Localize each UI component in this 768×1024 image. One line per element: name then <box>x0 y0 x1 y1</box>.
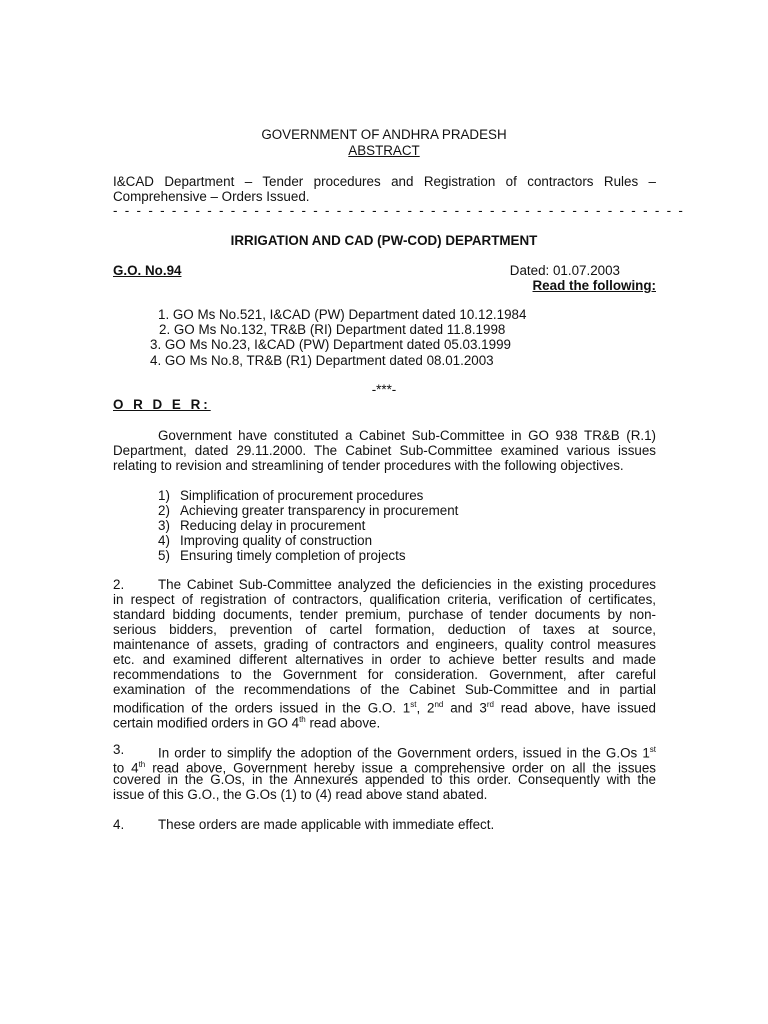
objective-item <box>158 503 458 518</box>
superscript: st <box>410 700 417 709</box>
para2-line-10-text: certain modified orders in GO 4 <box>113 715 300 731</box>
superscript: rd <box>486 700 494 709</box>
para2-line-4: serious bidders, prevention of cartel formation, deduction of taxes at source, <box>113 622 656 637</box>
para1-line-3: relating to revision and streamlining of tender procedures with the following objectives. <box>113 458 624 473</box>
go-number: G.O. No.94 <box>113 263 182 278</box>
abstract-heading: ABSTRACT <box>348 143 420 158</box>
objective-text: Improving quality of construction <box>180 533 373 548</box>
para3-line-1-text: In order to simplify the adoption of the Government orders, issued in the G.Os 1 <box>158 745 650 761</box>
separator-stars: -***- <box>371 382 397 397</box>
para3-number: 3. <box>113 742 125 757</box>
para3-line-2-text: read above, Government hereby issue a comprehensive order on all the issues <box>145 760 656 776</box>
objective-text: Ensuring timely completion of projects <box>180 548 406 563</box>
superscript: th <box>299 715 306 724</box>
para2-line-8: examination of the recommendations of the Cabinet Sub-Committee and in partial <box>113 682 656 697</box>
superscript: th <box>138 760 146 769</box>
objective-text: Achieving greater transparency in procurement <box>180 503 459 518</box>
objective-number: 3) <box>158 518 170 533</box>
superscript: st <box>649 745 656 754</box>
objective-number: 2) <box>158 503 170 518</box>
para2-line-3: standard bidding documents, tender premium, purchase of tender documents by non- <box>113 607 656 622</box>
para2-line-10 <box>113 712 656 730</box>
order-heading: O R D E R: <box>113 397 211 412</box>
objective-number: 4) <box>158 533 170 548</box>
para2-number: 2. <box>113 577 125 592</box>
para2-line-6: etc. and examined different alternatives in order to achieve better results and made <box>113 652 656 667</box>
objective-item <box>158 533 372 548</box>
subject-line-1: I&CAD Department – Tender procedures and Registration of contractors Rules – <box>113 174 656 189</box>
reference-item: 4. GO Ms No.8, TR&B (R1) Department dated 08.01.2003 <box>150 353 494 368</box>
para1-line-2: Department, dated 29.11.2000. The Cabinet Sub-Committee examined various issues <box>113 443 656 458</box>
objective-number: 5) <box>158 548 170 563</box>
para2-line-7: recommendations to the Government for consideration. Government, after careful <box>113 667 656 682</box>
superscript: nd <box>434 700 444 709</box>
objective-text: Simplification of procurement procedures <box>180 488 424 503</box>
reference-item: 3. GO Ms No.23, I&CAD (PW) Department dated 05.03.1999 <box>150 337 511 352</box>
objective-item <box>158 518 365 533</box>
subject-divider: - - - - - - - - - - - - - - - - - - - - - - - - - - - - - - - - - - - - - - - - - - - - - - - - - <box>113 203 685 218</box>
reference-item: 2. GO Ms No.132, TR&B (RI) Department dated 11.8.1998 <box>159 322 506 337</box>
objective-item <box>158 488 423 503</box>
para3-line-4: issue of this G.O., the G.Os (1) to (4) read above stand abated. <box>113 787 488 802</box>
para2-line-5: maintenance of assets, grading of contractors and engineers, quality control measures <box>113 637 656 652</box>
objective-text: Reducing delay in procurement <box>180 518 366 533</box>
para2-line-9-text: , 2 <box>416 700 435 716</box>
para1-line-1: Government have constituted a Cabinet Sub-Committee in GO 938 TR&B (R.1) <box>158 428 656 443</box>
para2-line-9-text: modification of the orders issued in the G.O. 1 <box>113 700 411 716</box>
read-following-heading: Read the following: <box>532 278 656 293</box>
reference-item: 1. GO Ms No.521, I&CAD (PW) Department dated 10.12.1984 <box>158 307 527 322</box>
para4-text: These orders are made applicable with immediate effect. <box>158 817 495 832</box>
objective-item <box>158 548 406 563</box>
government-heading: GOVERNMENT OF ANDHRA PRADESH <box>261 127 507 142</box>
para3-line-3: covered in the G.Os, in the Annexures appended to this order. Consequently with the <box>113 772 656 787</box>
para2-line-10-text: read above. <box>305 715 381 731</box>
subject-line-2: Comprehensive – Orders Issued. <box>113 189 310 204</box>
para4-number: 4. <box>113 817 125 832</box>
objective-number: 1) <box>158 488 170 503</box>
para2-line-9-text: and 3 <box>443 700 487 716</box>
go-date: Dated: 01.07.2003 <box>509 263 620 278</box>
para2-line-1: The Cabinet Sub-Committee analyzed the deficiencies in the existing procedures <box>158 577 656 592</box>
para3-line-2-text: to 4 <box>113 760 139 776</box>
para2-line-9-text: read above, have issued <box>493 700 656 716</box>
department-heading: IRRIGATION AND CAD (PW-COD) DEPARTMENT <box>230 233 538 248</box>
abstract-heading-wrap <box>0 143 768 158</box>
para2-line-2: in respect of registration of contractors, qualification criteria, verification of certificates, <box>113 592 656 607</box>
